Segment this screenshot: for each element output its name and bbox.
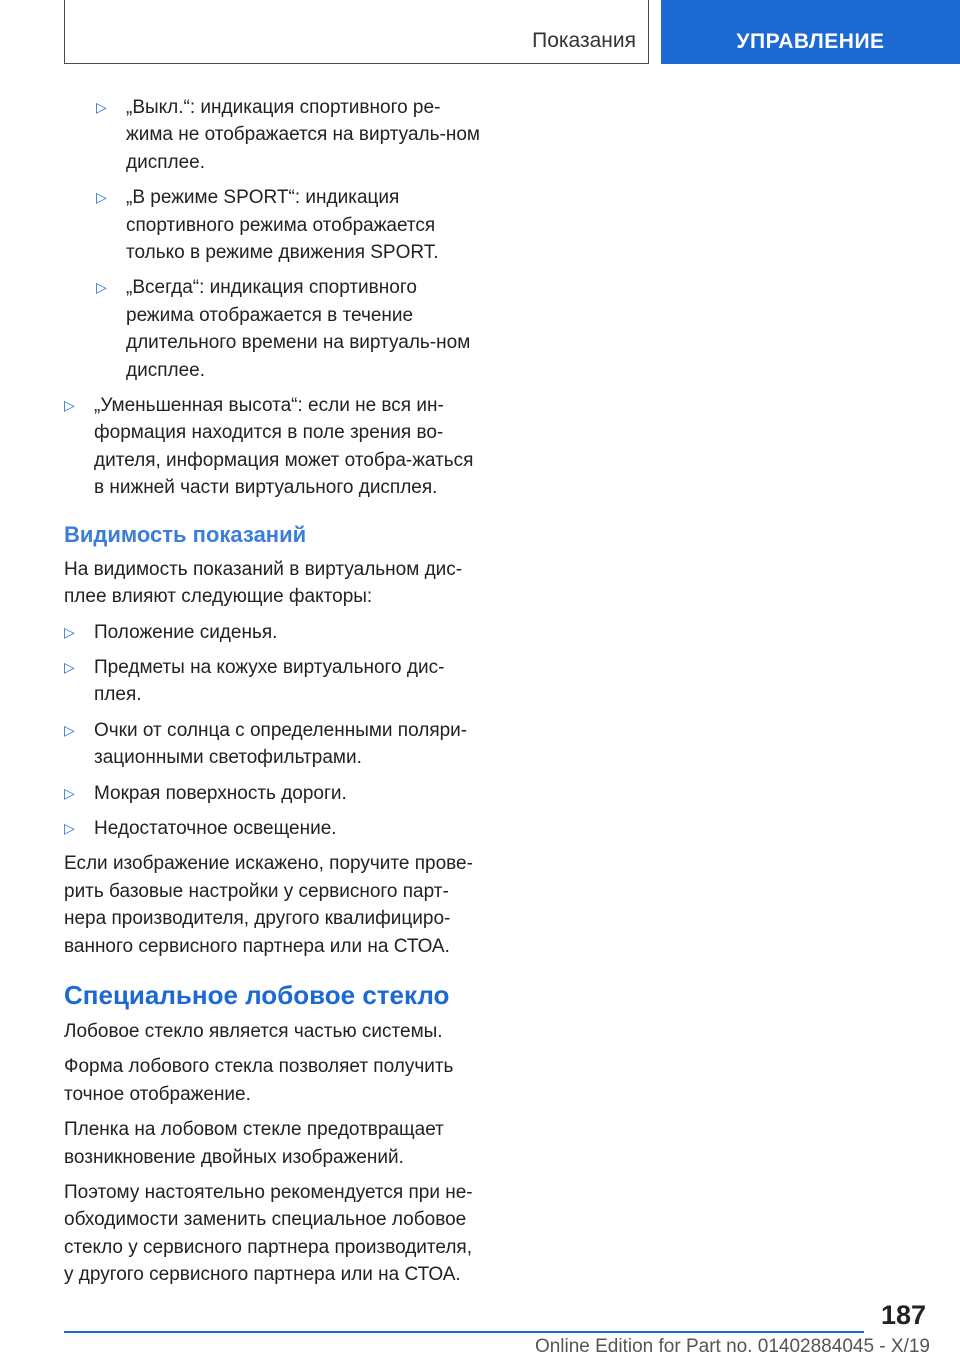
- bullet-icon: ▷: [64, 397, 75, 414]
- list-item-text: Недостаточное освещение.: [94, 817, 337, 839]
- bullet-icon: ▷: [64, 721, 75, 738]
- visibility-outro: Если изображение искажено, поручите прове-рить базовые настройки у сервисного парт-нера производителя, другого квалифициро-ванного сервисного партнера или на СТОА.: [64, 853, 473, 957]
- list-item: [64, 780, 480, 807]
- windshield-paragraph: Форма лобового стекла позволяет получить точное отображение.: [64, 1056, 454, 1105]
- list-item: [96, 274, 480, 384]
- bullet-icon: ▷: [64, 623, 75, 640]
- list-item: [64, 392, 480, 502]
- main-column: [64, 94, 480, 1297]
- windshield-paragraph: Лобовое стекло является частью системы.: [64, 1020, 443, 1042]
- list-item: [96, 184, 480, 266]
- visibility-intro: На видимость показаний в виртуальном дис-плее влияют следующие факторы:: [64, 558, 463, 608]
- list-item-text: Очки от солнца с определенными поляри-зационными светофильтрами.: [94, 719, 468, 769]
- bullet-icon: ▷: [96, 189, 107, 206]
- chapter-tab-label: УПРАВЛЕНИЕ: [736, 30, 885, 53]
- visibility-heading: Видимость показаний: [64, 521, 307, 547]
- list-item: [64, 717, 480, 772]
- footer-divider: [64, 1331, 864, 1333]
- bullet-icon: ▷: [64, 819, 75, 836]
- header-frame: [64, 0, 649, 64]
- list-item: [96, 94, 480, 176]
- list-item-text: „В режиме SPORT“: индикация спортивного режима отображается только в режиме движения SPORT.: [126, 187, 439, 264]
- list-item: [64, 619, 480, 646]
- list-item-text: Предметы на кожухе виртуального дис-плея.: [94, 656, 445, 706]
- bullet-icon: ▷: [96, 99, 107, 115]
- windshield-paragraph: Поэтому настоятельно рекомендуется при не-обходимости заменить специальное лобовое стекло у сервисного партнера производителя, у другого сервисного партнера или на СТОА.: [64, 1182, 473, 1286]
- windshield-heading: Специальное лобовое стекло: [64, 979, 450, 1010]
- windshield-paragraph: Пленка на лобовом стекле предотвращает возникновение двойных изображений.: [64, 1119, 444, 1168]
- bullet-icon: ▷: [64, 784, 75, 801]
- list-item-text: „Всегда“: индикация спортивного режима отображается в течение длительного времени на виртуаль-ном дисплее.: [126, 277, 471, 381]
- list-item-text: „Уменьшенная высота“: если не вся ин-формация находится в поле зрения во-дителя, информация может отобра-жаться в нижней части виртуального дисплея.: [94, 395, 474, 499]
- chapter-tab[interactable]: [661, 0, 960, 64]
- page-number: 187: [880, 1300, 926, 1330]
- list-item: [64, 654, 480, 709]
- list-item-text: „Выкл.“: индикация спортивного ре-жима не отображается на виртуаль-ном дисплее.: [126, 97, 480, 173]
- section-title: Показания: [532, 29, 636, 52]
- edition-footer: Online Edition for Part no. 01402884045 - X/19: [534, 1336, 930, 1357]
- list-item: [64, 815, 480, 842]
- list-item-text: Мокрая поверхность дороги.: [94, 782, 347, 804]
- list-item-text: Положение сиденья.: [94, 621, 278, 643]
- bullet-icon: ▷: [64, 658, 75, 675]
- bullet-icon: ▷: [96, 279, 107, 296]
